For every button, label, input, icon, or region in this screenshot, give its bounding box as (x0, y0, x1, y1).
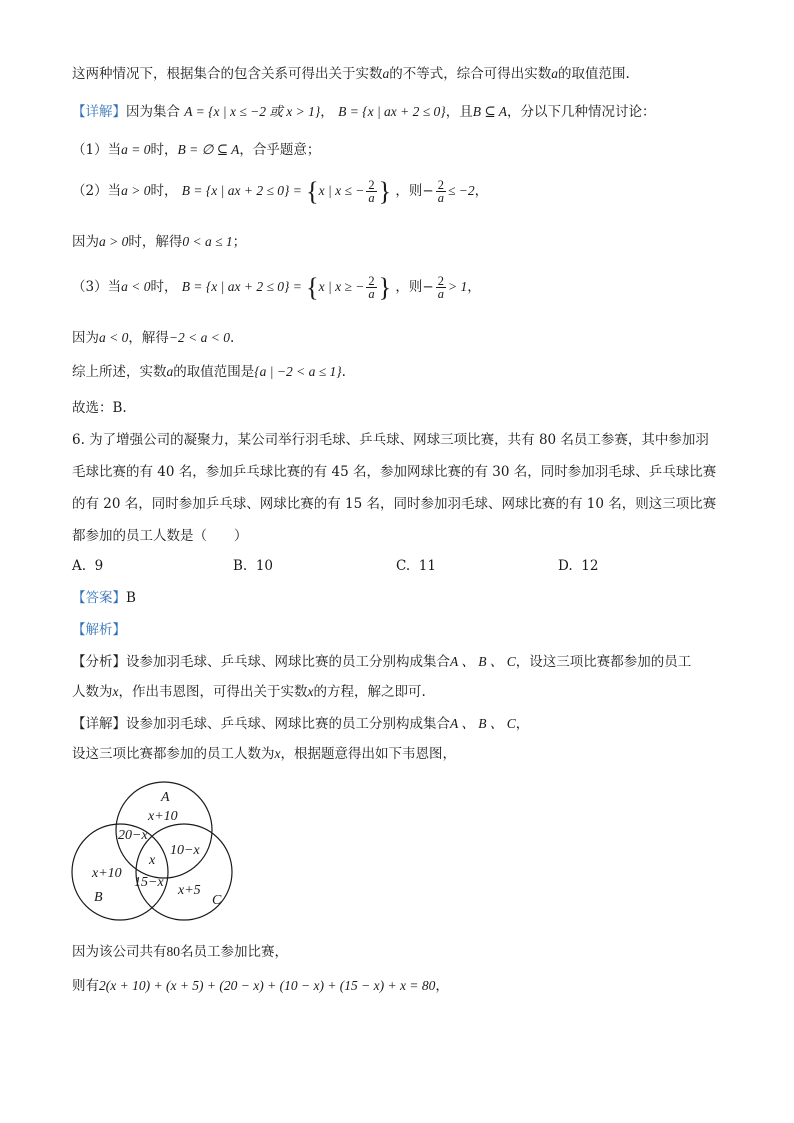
text: （1）当 (72, 142, 122, 158)
text: . (341, 364, 346, 380)
math: −2 < a < 0 (168, 330, 230, 345)
text: 设参加羽毛球、乒乓球、网球比赛的员工分别构成集合 (126, 654, 450, 670)
numerator: 2 (437, 273, 444, 288)
case-3 (72, 272, 481, 303)
text: （3）当 (72, 279, 122, 296)
venn-ab: 20−x (118, 828, 148, 843)
question-6-line-3: 的有 20 名，同时参加乒乓球、网球比赛的有 15 名，同时参加羽毛球、网球比赛的有 10 名，则这三项比赛 (72, 496, 717, 512)
text: 因为该公司共有 (72, 944, 167, 960)
denominator: a (368, 287, 375, 302)
math: {a | −2 < a ≤ 1} (254, 364, 342, 379)
math-var: x (307, 684, 314, 699)
venn-c-only: x+5 (178, 883, 201, 898)
text: （2）当 (72, 183, 122, 200)
text: ，且 (445, 104, 473, 120)
text: 时， (150, 142, 178, 158)
text-line-detail: 【详解】因为集合 A = {x | x ≤ −2 或 x > 1}， B = {x | ax + 2 ≤ 0}，且B ⊆ A，分以下几种情况讨论： (72, 104, 656, 120)
text: ； (232, 234, 247, 250)
text: ，合乎题意； (239, 142, 321, 158)
venn-label-c: C (212, 893, 222, 908)
choose-line: 故选：B. (72, 400, 127, 416)
text: 名员工参加比赛， (180, 944, 288, 960)
question-6-line-4: 都参加的员工人数是（ ） (72, 528, 248, 544)
venn-b-only: x+10 (92, 866, 122, 881)
denominator: a (437, 287, 444, 302)
summary-line (72, 364, 346, 380)
option-label: A. (72, 558, 87, 574)
text: 则有 (72, 978, 99, 994)
case-1 (72, 142, 320, 158)
equation: 2(x + 10) + (x + 5) + (20 − x) + (10 − x) + (15 − x) + x = 80 (99, 978, 436, 993)
text: 人数为 (72, 684, 113, 700)
math: a < 0 (99, 330, 129, 345)
math-var: x (112, 684, 119, 699)
text: 综上所述，实数 (72, 364, 167, 380)
math: a > 0 (99, 234, 129, 249)
fenxi-tag: 【分析】 (72, 654, 126, 670)
text: 时， (150, 183, 178, 200)
option-a (72, 558, 103, 574)
analysis-line-2 (72, 684, 426, 700)
text: 的方程，解之即可. (313, 684, 426, 700)
detail-tag: 【详解】 (72, 104, 126, 120)
text: ， (435, 978, 449, 994)
text: 时，解得 (128, 234, 183, 250)
analysis-heading (72, 622, 126, 638)
brace-right: } (378, 273, 392, 302)
fraction (436, 275, 446, 301)
venn-ac: 10−x (170, 843, 200, 858)
math: x | x ≤ − (318, 183, 365, 199)
text: ，分以下几种情况讨论： (507, 104, 656, 120)
text: 因为集合 (126, 104, 180, 120)
text: 时， (150, 279, 178, 296)
math-var: a (551, 66, 558, 81)
answer-tag: 【答案】 (72, 590, 126, 606)
math: x | x ≥ − (318, 279, 365, 295)
math: B = {x | ax + 2 ≤ 0} = (181, 183, 302, 199)
text: ， (474, 183, 489, 200)
option-value: 9 (94, 558, 104, 574)
math: a < 0 (121, 279, 151, 295)
text: . (229, 330, 235, 346)
option-label: C. (396, 558, 411, 574)
option-c (396, 558, 436, 574)
text: 设参加羽毛球、乒乓球、网球比赛的员工分别构成集合 (126, 716, 450, 732)
math: 0 < a ≤ 1 (182, 234, 233, 249)
text: ，根据题意得出如下韦恩图， (280, 746, 456, 762)
math: A 、 B 、 C (450, 716, 516, 731)
math-var: a (166, 364, 174, 379)
number: 80 (166, 944, 180, 959)
option-value: 11 (418, 558, 436, 574)
math: A 、 B 、 C (450, 654, 516, 669)
math-set-a: A = {x | x ≤ −2 或 x > 1} (184, 104, 321, 119)
math-var: x (274, 746, 281, 761)
numerator: 2 (368, 177, 375, 192)
venn-abc: x (149, 853, 156, 868)
detail-line-2 (72, 746, 456, 762)
math: B = {x | ax + 2 ≤ 0} = (181, 279, 302, 295)
text: ，设这三项比赛都参加的员工 (515, 654, 692, 670)
text: ，则− (395, 183, 434, 200)
option-label: D. (558, 558, 573, 574)
text: 设这三项比赛都参加的员工人数为 (72, 746, 275, 762)
question-6-line-1: 6. 为了增强公司的凝聚力，某公司举行羽毛球、乒乓球、网球三项比赛，共有 80 名员工参赛，其中参加羽 (72, 432, 709, 448)
math: a = 0 (121, 142, 151, 157)
detail-line-1 (72, 716, 529, 732)
case-2-result (72, 234, 246, 250)
text: 因为 (72, 330, 99, 346)
math: a > 0 (121, 183, 151, 199)
math: ≤ −2 (447, 183, 475, 199)
fraction (366, 179, 376, 205)
fraction (366, 275, 376, 301)
text: ，则− (395, 279, 434, 296)
numerator: 2 (368, 273, 375, 288)
analysis-tag: 【解析】 (72, 622, 126, 638)
brace-left: { (306, 273, 319, 302)
math-set-b: B = {x | ax + 2 ≤ 0} (338, 104, 446, 119)
detail-tag: 【详解】 (72, 716, 126, 732)
denominator: a (368, 191, 375, 206)
text: 的取值范围. (558, 66, 630, 82)
brace-left: { (306, 177, 319, 206)
text: ，解得 (128, 330, 169, 346)
option-label: B. (233, 558, 248, 574)
venn-diagram (68, 776, 248, 928)
option-d (558, 558, 598, 574)
text: 因为 (72, 234, 99, 250)
answer-value: B (126, 590, 136, 606)
question-6-line-2: 毛球比赛的有 40 名，参加乒乓球比赛的有 45 名，参加网球比赛的有 30 名，同时参加羽毛球、乒乓球比赛 (72, 464, 717, 480)
venn-label-b: B (94, 890, 103, 905)
fraction (436, 179, 446, 205)
venn-bc: 15−x (134, 875, 164, 890)
option-b (233, 558, 273, 574)
math-var: a (382, 66, 390, 81)
case-2 (72, 176, 488, 207)
answer-line (72, 590, 136, 606)
option-value: 12 (581, 558, 599, 574)
math: B = ∅ ⊆ A (177, 142, 240, 157)
total-line (72, 944, 288, 960)
case-3-result (72, 330, 234, 346)
brace-right: } (378, 177, 392, 206)
text-line-1 (72, 66, 630, 82)
equation-line (72, 978, 449, 994)
text: ， (467, 279, 481, 296)
math-subset: B ⊆ A (472, 104, 508, 119)
venn-a-only: x+10 (148, 809, 178, 824)
analysis-line-1 (72, 654, 691, 670)
numerator: 2 (437, 177, 444, 192)
denominator: a (437, 191, 444, 206)
text: 这两种情况下，根据集合的包含关系可得出关于实数 (72, 66, 383, 82)
text: ， (515, 716, 530, 732)
option-value: 10 (255, 558, 273, 574)
text: 的不等式，综合可得出实数 (389, 66, 552, 82)
math: > 1 (447, 279, 468, 295)
text: 的取值范围是 (173, 364, 255, 380)
text: ，作出韦恩图，可得出关于实数 (118, 684, 308, 700)
venn-label-a: A (161, 790, 170, 805)
